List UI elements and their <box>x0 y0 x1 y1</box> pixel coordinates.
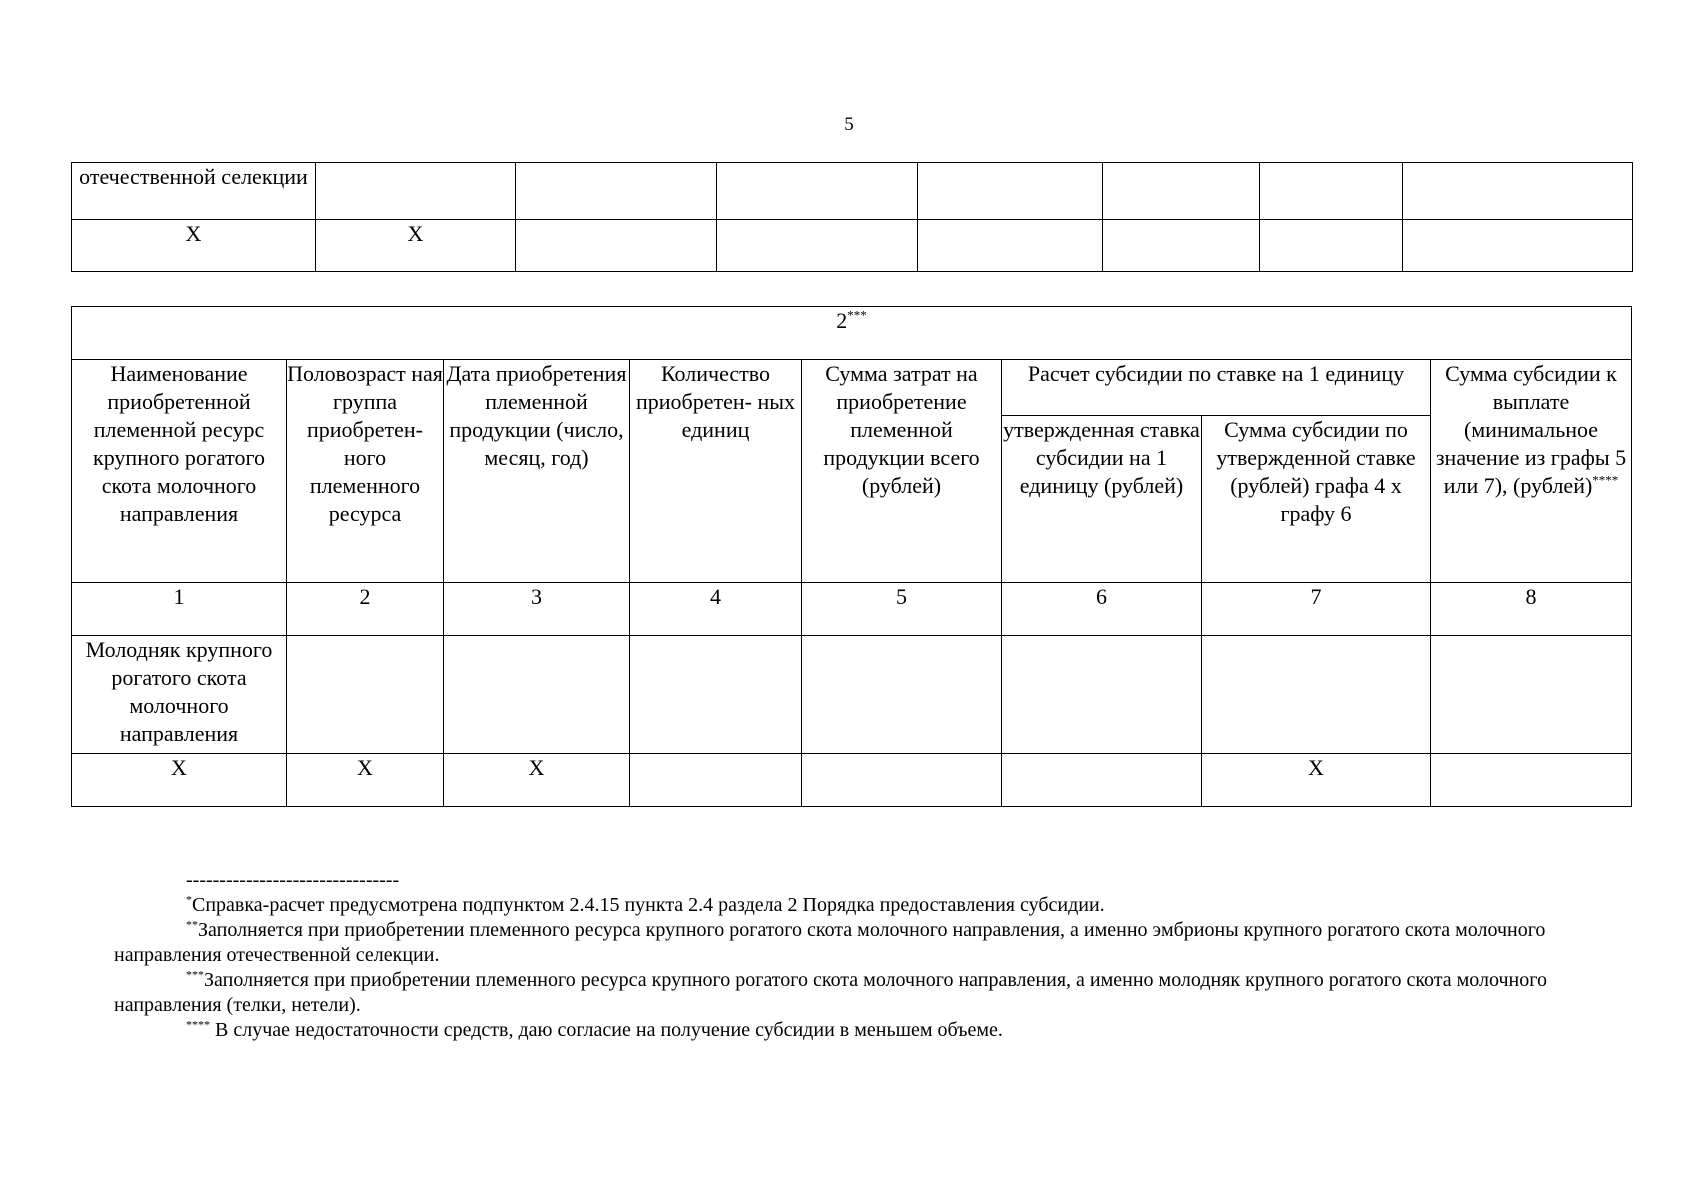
table-cell <box>287 636 444 754</box>
table-cell: X <box>1202 754 1431 807</box>
table-cell <box>316 163 516 220</box>
table-cell <box>1103 163 1260 220</box>
footnote-item <box>114 893 1614 918</box>
footnote-item <box>114 918 1614 968</box>
footnote-separator: -------------------------------- <box>186 869 400 891</box>
table-cell <box>918 220 1103 272</box>
column-number: 5 <box>802 583 1002 636</box>
header-name: Наименование приобретенной племенной ресурс крупного рогатого скота молочного направления <box>72 360 287 583</box>
table-cell <box>1431 754 1632 807</box>
table-cell: отечественной селекции <box>72 163 316 220</box>
header-subsidy-calculation: Расчет субсидии по ставке на 1 единицу <box>1002 360 1431 416</box>
table-cell: X <box>316 220 516 272</box>
footnote-mark: * <box>186 892 192 907</box>
table-cell: X <box>72 754 287 807</box>
column-number: 1 <box>72 583 287 636</box>
table-cell <box>1403 163 1633 220</box>
footnote-text: Справка-расчет предусмотрена подпунктом 2.4.15 пункта 2.4 раздела 2 Порядка предоставления субсидии. <box>192 894 1105 916</box>
header-row <box>72 360 1632 416</box>
column-number: 3 <box>444 583 630 636</box>
header-total-cost: Сумма затрат на приобретение племенной продукции всего (рублей) <box>802 360 1002 583</box>
table-cell <box>918 163 1103 220</box>
table-cell <box>516 220 717 272</box>
table-row <box>72 754 1632 807</box>
table-title <box>72 307 1632 360</box>
table-cell: Молодняк крупного рогатого скота молочного направления <box>72 636 287 754</box>
table-cell <box>516 163 717 220</box>
header-approved-rate: утвержденная ставка субсидии на 1 единицу (рублей) <box>1002 416 1202 583</box>
footnote-mark: **** <box>1592 472 1619 488</box>
subsidy-calculation-table <box>71 306 1632 807</box>
footnote-text: Заполняется при приобретении племенного ресурса крупного рогатого скота молочного направления, а именно эмбрионы крупного рогатого скота молочного направления отечественной селекции. <box>114 919 1546 966</box>
table-cell: X <box>287 754 444 807</box>
continuation-table <box>71 162 1633 272</box>
table-cell: X <box>72 220 316 272</box>
footnote-text: В случае недостаточности средств, даю согласие на получение субсидии в меньшем объеме. <box>210 1019 1003 1041</box>
table-cell <box>1260 163 1403 220</box>
header-quantity: Количество приобретен- ных единиц <box>630 360 802 583</box>
page-number: 5 <box>844 114 854 135</box>
column-number: 8 <box>1431 583 1632 636</box>
table-cell <box>1103 220 1260 272</box>
table-row <box>72 163 1633 220</box>
table-cell <box>802 636 1002 754</box>
table-cell <box>717 163 918 220</box>
table-cell: X <box>444 754 630 807</box>
table-cell <box>1002 636 1202 754</box>
table-cell <box>1260 220 1403 272</box>
table-cell <box>1431 636 1632 754</box>
column-number: 6 <box>1002 583 1202 636</box>
table-cell <box>1202 636 1431 754</box>
header-purchase-date: Дата приобретения племенной продукции (число, месяц, год) <box>444 360 630 583</box>
table-row <box>72 220 1633 272</box>
footnote-mark: **** <box>186 1017 210 1032</box>
column-numbers-row <box>72 583 1632 636</box>
footnote-mark: *** <box>186 967 204 982</box>
table-title-row <box>72 307 1632 360</box>
table-title-number: 2 <box>836 308 848 333</box>
header-age-group: Половозраст ная группа приобретен- ного племенного ресурса <box>287 360 444 583</box>
table-cell <box>717 220 918 272</box>
table-cell <box>630 754 802 807</box>
header-subsidy-payable: Сумма субсидии к выплате (минимальное значение из графы 5 или 7), (рублей)**** <box>1431 360 1632 583</box>
table-cell <box>1403 220 1633 272</box>
column-number: 4 <box>630 583 802 636</box>
column-number: 7 <box>1202 583 1431 636</box>
footnote-item <box>114 968 1614 1018</box>
table-row <box>72 636 1632 754</box>
table-cell <box>802 754 1002 807</box>
footnote-mark: *** <box>847 307 867 323</box>
footnote-item <box>114 1018 1614 1043</box>
footnote-mark: ** <box>186 917 198 932</box>
table-cell <box>444 636 630 754</box>
header-subsidy-by-rate: Сумма субсидии по утвержденной ставке (рублей) графа 4 х графу 6 <box>1202 416 1431 583</box>
column-number: 2 <box>287 583 444 636</box>
table-cell <box>1002 754 1202 807</box>
table-cell <box>630 636 802 754</box>
footnotes <box>114 868 1614 1043</box>
footnote-text: Заполняется при приобретении племенного ресурса крупного рогатого скота молочного направления, а именно молодняк крупного рогатого скота молочного направления (телки, нетели). <box>114 969 1547 1016</box>
